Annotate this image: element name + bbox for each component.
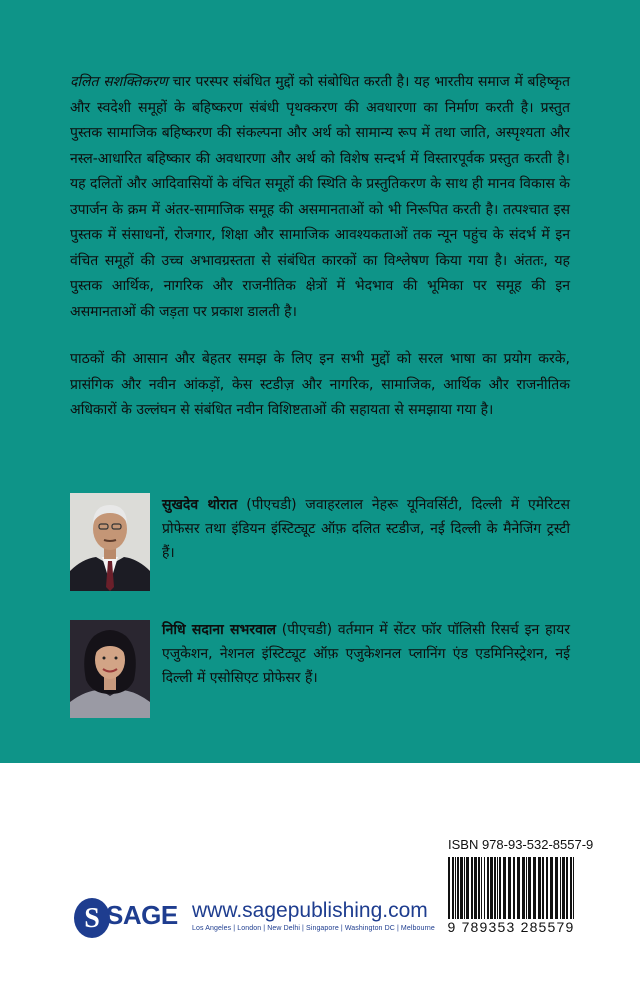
author-2-bio (162, 618, 570, 690)
book-title-italic: दलित सशक्तिकरण (70, 74, 168, 90)
barcode-bar (460, 857, 463, 919)
barcode-bar (452, 857, 454, 919)
publisher-url[interactable]: www.sagepublishing.com (192, 899, 428, 922)
author-1-bio (162, 493, 570, 565)
barcode-bar (478, 857, 480, 919)
author-1-name: सुखदेव थोरात (162, 497, 238, 513)
barcode-bar (490, 857, 493, 919)
barcode-bar (562, 857, 565, 919)
barcode-bar (526, 857, 527, 919)
barcode-bar (481, 857, 482, 919)
barcode-bar (474, 857, 477, 919)
author-2-photo (70, 620, 150, 718)
barcode-bar (497, 857, 498, 919)
barcode-bar (522, 857, 525, 919)
blurb-paragraph-1 (70, 70, 570, 325)
barcode-bar (560, 857, 561, 919)
barcode-bar (508, 857, 511, 919)
barcode-bar (448, 857, 450, 919)
sage-logo-wordmark: SAGE (106, 900, 178, 930)
barcode-bar (517, 857, 520, 919)
author-1-bio-text: (पीएचडी) जवाहरलाल नेहरू यूनिवर्सिटी, दिल्ली में एमेरिटस प्रोफेसर तथा इंडियन इंस्टिट्यूट ऑफ़ दलित स्टडीज, नई दिल्ली के मैनेजिंग ट्रस्टी हैं। (162, 497, 570, 561)
barcode-bar (573, 857, 574, 919)
barcode-bar (542, 857, 544, 919)
barcode-bar (528, 857, 531, 919)
barcode-bar (457, 857, 459, 919)
barcode-bar (533, 857, 536, 919)
blurb-paragraph-2: पाठकों की आसान और बेहतर समझ के लिए इन सभी मुद्दों को सरल भाषा का प्रयोग करके, प्रासंगिक और नवीन आंकड़ों, केस स्टडीज़ और नागरिक, सामाजिक, आर्थिक और राजनीतिक अधिकारों के उल्लंघन से संबंधित नवीन विशिष्टताओं की सहायता से समझाया गया है। (70, 351, 570, 418)
barcode-bar (464, 857, 465, 919)
barcode-bar (484, 857, 485, 919)
barcode-bar (455, 857, 456, 919)
sage-logo (72, 898, 202, 948)
svg-text:S: S (84, 903, 100, 934)
blurb-paragraph-1-text: चार परस्पर संबंधित मुद्दों को संबोधित करती है। यह भारतीय समाज में बहिष्कृत और स्वदेशी समूहों के बहिष्करण संबंधी पृथक्करण की अवधारणा का निर्माण करती है। प्रस्तुत पुस्तक सामाजिक बहिष्करण की संकल्पना और अर्थ को सामान्य रूप में तथा जाति, अस्पृश्यता और नस्ल-आधारित बहिष्कार की अवधारणा और अर्थ को विशेष सन्दर्भ में विस्तारपूर्वक प्रस्तुत करती है। यह दलितों और आदिवासियों के वंचित समूहों की स्थिति के प्रस्तुतिकरण के साथ ही मानव विकास के उपार्जन के क्रम में अंतर-सामाजिक समूह की असमानताओं को भी निरूपित करती है। तत्पश्चात इस पुस्तक में संसाधनों, रोजगार, शिक्षा और सामाजिक आवश्यकताओं तक न्यून पहुंच के संदर्भ में इन वंचित समूहों की उच्च अभावग्रस्तता से संबंधित कारकों का विश्लेषण किया गया है। अंततः, यह पुस्तक आर्थिक, नागरिक और राजनीतिक क्षेत्रों में भेदभाव की भूमिका पर समूह की इन असमानताओं की जड़ता पर प्रकाश डालती है। (70, 74, 570, 320)
author-1-portrait-image (70, 493, 150, 591)
barcode-bar (466, 857, 469, 919)
publisher-cities: Los Angeles | London | New Delhi | Singapore | Washington DC | Melbourne (192, 925, 435, 932)
blurb (70, 70, 570, 424)
barcode-bar (494, 857, 496, 919)
author-2-portrait-image (70, 620, 150, 718)
barcode-bar (566, 857, 568, 919)
barcode-bar (513, 857, 515, 919)
barcode-bar (471, 857, 473, 919)
isbn-label: ISBN 978-93-532-8557-9 (448, 837, 594, 852)
barcode-bar (503, 857, 506, 919)
author-2-bio-text: (पीएचडी) वर्तमान में सेंटर फॉर पॉलिसी रिसर्च इन हायर एजुकेशन, नेशनल इंस्टिट्यूट ऑफ़ एजुकेशनल प्लानिंग एंड एडमिनिस्ट्रेशन, नई दिल्ली में एसोसिएट प्रोफेसर हैं। (162, 622, 570, 686)
barcode-bar (487, 857, 489, 919)
isbn-barcode (444, 857, 578, 937)
barcode-bar (550, 857, 553, 919)
barcode-bar (546, 857, 548, 919)
publisher-footer (0, 763, 640, 990)
barcode-bar (555, 857, 558, 919)
barcode-digits: 9 789353 285579 (444, 919, 578, 935)
barcode-bar (538, 857, 541, 919)
author-1-photo (70, 493, 150, 591)
barcode-bar (499, 857, 501, 919)
author-2-name: निधि सदाना सभरवाल (162, 622, 276, 638)
barcode-bar (570, 857, 572, 919)
